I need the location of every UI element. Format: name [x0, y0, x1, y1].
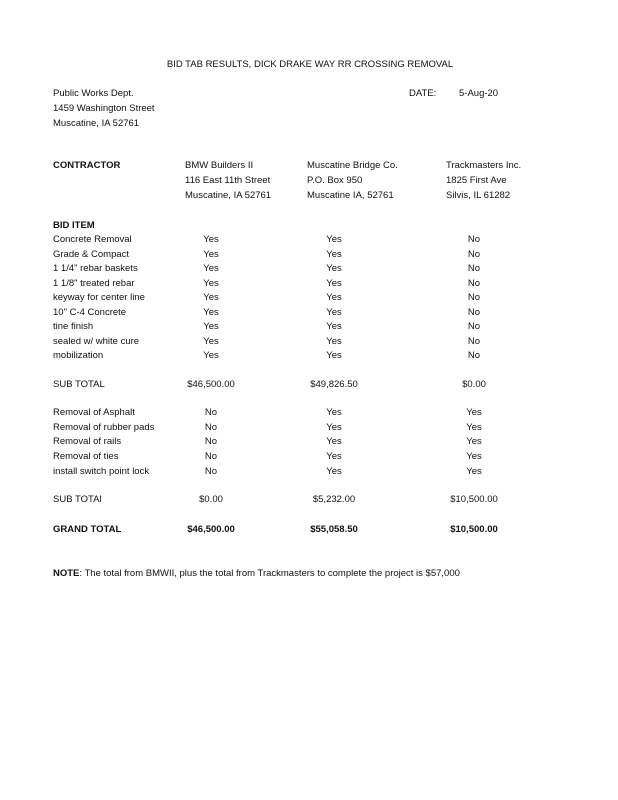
- bid-item-row-label: Removal of Asphalt: [53, 407, 135, 418]
- bid-item-row-value: No: [467, 321, 481, 332]
- contractor-name: Muscatine Bridge Co.: [307, 160, 398, 171]
- date-label: DATE:: [409, 88, 437, 99]
- subtotal-row-value: $49,826.50: [310, 379, 358, 390]
- bid-item-row-label: sealed w/ white cure: [53, 335, 140, 347]
- bid-item-row-label: Removal of rubber pads: [53, 421, 155, 433]
- bid-item-row-value: No: [467, 277, 481, 289]
- bid-item-row-value: Yes: [203, 263, 219, 274]
- bid-item-row-value: Yes: [466, 436, 482, 448]
- bid-item-row-value: No: [204, 436, 218, 448]
- bid-item-row-label: Removal of rails: [53, 436, 122, 448]
- contractor-street: P.O. Box 950: [307, 175, 363, 186]
- bid-item-row-value: No: [204, 421, 218, 433]
- bid-item-row-label: 10" C-4 Concrete: [53, 306, 127, 318]
- bid-item-row-value: Yes: [326, 321, 342, 332]
- bid-item-row-value: No: [467, 234, 481, 245]
- bid-item-row-label: keyway for center line: [53, 292, 145, 303]
- bid-item-row-value: Yes: [203, 248, 219, 260]
- bid-item-row-value: Yes: [203, 350, 219, 361]
- bid-item-row-value: Yes: [326, 335, 342, 347]
- bid-item-row-value: No: [204, 465, 218, 477]
- contractor-name: BMW Builders II: [185, 160, 254, 171]
- bid-item-row-value: Yes: [466, 421, 482, 433]
- bid-item-row-value: Yes: [203, 321, 219, 332]
- bid-item-row-label: Concrete Removal: [53, 234, 132, 245]
- document-title: BID TAB RESULTS, DICK DRAKE WAY RR CROSSING REMOVAL: [166, 59, 454, 70]
- bid-item-row-value: Yes: [203, 335, 219, 347]
- subtotal-row-value: $10,500.00: [450, 494, 498, 505]
- bid-item-row-value: No: [204, 407, 218, 418]
- bid-item-label: BID ITEM: [53, 220, 95, 231]
- subtotal-row-value: $46,500.00: [187, 379, 235, 390]
- bid-item-row-value: Yes: [203, 306, 219, 318]
- bid-item-row-value: Yes: [326, 263, 342, 274]
- bid-item-row-label: 1 1/4" rebar baskets: [53, 263, 138, 274]
- owner-city: Muscatine, IA 52761: [53, 118, 140, 129]
- bid-item-row-value: Yes: [466, 451, 482, 463]
- bid-item-row-value: No: [467, 292, 481, 303]
- subtotal-row-label: SUB TOTAl: [53, 494, 102, 505]
- bid-item-row-value: No: [467, 306, 481, 318]
- note-prefix: NOTE: [53, 568, 80, 579]
- bid-item-row-value: Yes: [203, 277, 219, 289]
- bid-item-row-value: Yes: [466, 465, 482, 477]
- owner-name: Public Works Dept.: [53, 88, 134, 99]
- bid-item-row-value: Yes: [326, 277, 342, 289]
- bid-item-row-value: No: [204, 451, 218, 463]
- bid-item-row-label: Grade & Compact: [53, 248, 130, 260]
- bid-item-row-value: Yes: [326, 248, 342, 260]
- bid-item-row-value: Yes: [326, 465, 342, 477]
- bid-item-row-label: 1 1/8" treated rebar: [53, 277, 135, 289]
- bid-item-row-value: Yes: [326, 451, 342, 463]
- bid-item-row-label: install switch point lock: [53, 465, 150, 477]
- bid-item-row-value: No: [467, 350, 481, 361]
- subtotal-row-value: $0.00: [462, 379, 486, 390]
- bid-item-row-label: mobilization: [53, 350, 104, 361]
- contractor-street: 1825 First Ave: [446, 175, 507, 186]
- contractor-city: Muscatine IA, 52761: [307, 190, 394, 201]
- subtotal-row-label: SUB TOTAL: [53, 379, 105, 390]
- note: [53, 568, 460, 580]
- date-value: 5-Aug-20: [459, 88, 499, 99]
- bid-item-row-value: Yes: [326, 234, 342, 245]
- bid-item-row-value: Yes: [326, 421, 342, 433]
- bid-item-row-value: Yes: [326, 292, 342, 303]
- contractor-label: CONTRACTOR: [53, 160, 121, 171]
- contractor-street: 116 East 11th Street: [185, 175, 271, 186]
- bid-item-row-label: Removal of ties: [53, 451, 119, 463]
- bid-item-row-value: No: [467, 335, 481, 347]
- contractor-city: Silvis, IL 61282: [446, 190, 511, 201]
- bid-item-row-value: Yes: [326, 436, 342, 448]
- grand-total-row-value: $10,500.00: [450, 524, 498, 535]
- subtotal-row-value: $5,232.00: [312, 494, 356, 505]
- bid-item-row-value: Yes: [326, 306, 342, 318]
- bid-item-row-value: Yes: [326, 407, 342, 418]
- grand-total-row-value: $55,058.50: [310, 524, 358, 535]
- bid-item-row-value: Yes: [326, 350, 342, 361]
- grand-total-row-value: $46,500.00: [187, 524, 235, 535]
- bid-item-row-value: No: [467, 263, 481, 274]
- bid-item-row-value: Yes: [203, 292, 219, 303]
- bid-item-row-label: tine finish: [53, 321, 94, 332]
- contractor-name: Trackmasters Inc.: [446, 160, 522, 171]
- bid-item-row-value: No: [467, 248, 481, 260]
- subtotal-row-value: $0.00: [199, 494, 223, 505]
- bid-item-row-value: Yes: [203, 234, 219, 245]
- owner-street: 1459 Washington Street: [53, 103, 155, 114]
- grand-total-row-label: GRAND TOTAL: [53, 524, 122, 535]
- bid-item-row-value: Yes: [466, 407, 482, 418]
- note-text: : The total from BMWII, plus the total from Trackmasters to complete the project is $57,000: [79, 568, 460, 579]
- contractor-city: Muscatine, IA 52761: [185, 190, 272, 201]
